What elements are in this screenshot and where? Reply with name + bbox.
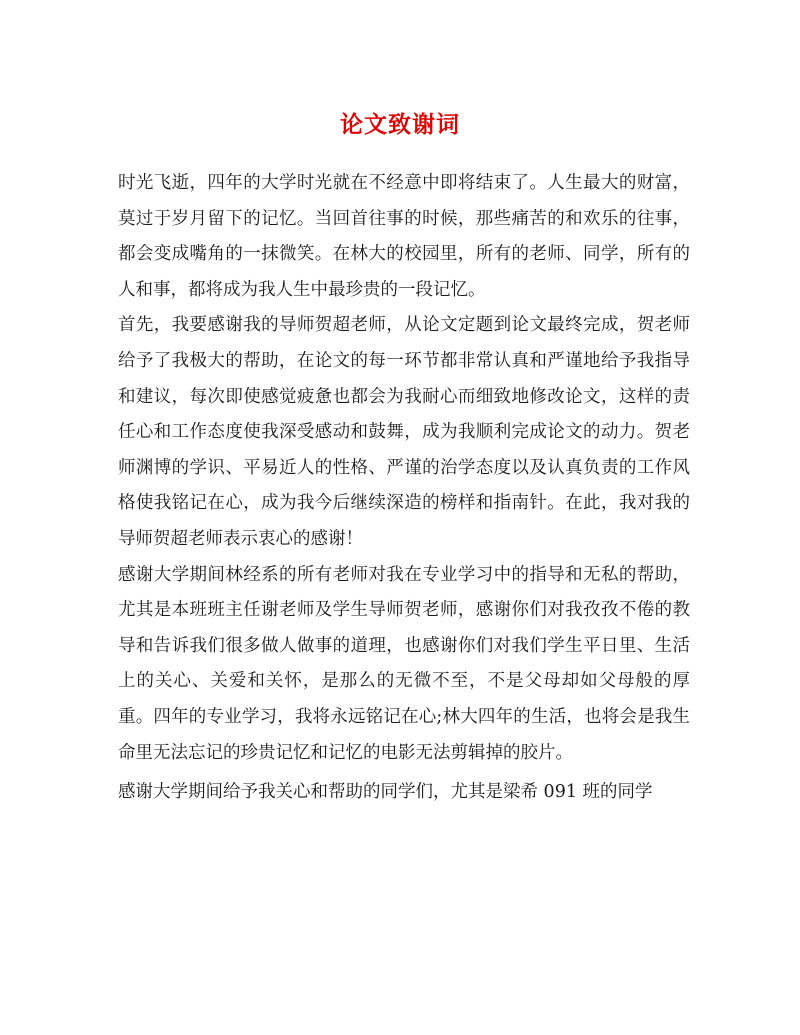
paragraph-teachers-thanks: 感谢大学期间林经系的所有老师对我在专业学习中的指导和无私的帮助，尤其是本班班主任谢老师及学生导师贺老师，感谢你们对我孜孜不倦的教导和告诉我们很多做人做事的道理，也感谢你们对我们学生平日里、生活上的关心、关爱和关怀，是那么的无微不至，不是父母却如父母般的厚重。四年的专业学习，我将永远铭记在心;林大四年的生活，也将会是我生命里无法忘记的珍贵记忆和记忆的电影无法剪辑掉的胶片。 [118,564,690,763]
document-title: 论文致谢词 [340,111,460,138]
paragraph-classmates-thanks: 感谢大学期间给予我关心和帮助的同学们，尤其是梁希 091 班的同学 [118,782,653,803]
document-body [118,166,690,811]
paragraph-advisor-thanks: 首先，我要感谢我的导师贺超老师，从论文定题到论文最终完成，贺老师给予了我极大的帮助，在论文的每一环节都非常认真和严谨地给予我指导和建议，每次即使感觉疲惫也都会为我耐心而细致地修改论文，这样的责任心和工作态度使我深受感动和鼓舞，成为我顺利完成论文的动力。贺老师渊博的学识、平易近人的性格、严谨的治学态度以及认真负责的工作风格使我铭记在心，成为我今后继续深造的榜样和指南针。在此，我对我的导师贺超老师表示衷心的感谢！ [118,315,690,549]
paragraph-intro: 时光飞逝，四年的大学时光就在不经意中即将结束了。人生最大的财富，莫过于岁月留下的记忆。当回首往事的时候，那些痛苦的和欢乐的往事，都会变成嘴角的一抹微笑。在林大的校园里，所有的老师、同学，所有的人和事，都将成为我人生中最珍贵的一段记忆。 [118,173,690,300]
